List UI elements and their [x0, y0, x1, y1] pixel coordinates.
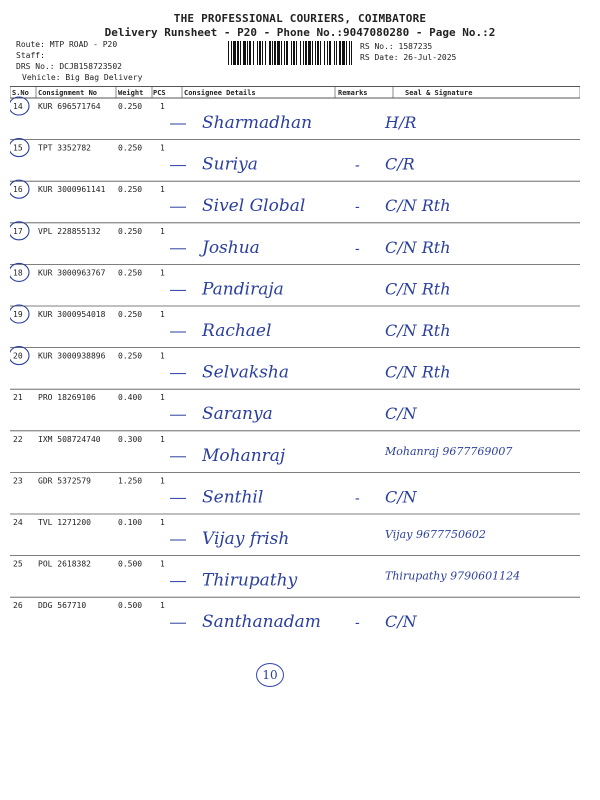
row-weight: 0.250	[118, 268, 143, 278]
barcode-bar	[342, 41, 345, 65]
barcode-bar	[233, 41, 236, 65]
barcode-bar	[351, 41, 352, 65]
row-weight: 0.250	[118, 143, 143, 153]
column-header: Consignment No	[38, 89, 98, 97]
staff-label: Staff:	[16, 51, 45, 60]
barcode-bar	[327, 41, 328, 65]
consignee-signature: Sharmadhan	[202, 113, 313, 133]
barcode-bar	[293, 41, 295, 65]
row-weight: 0.250	[118, 102, 143, 111]
rs-number: RS No.: 1587235	[360, 42, 433, 51]
barcode-bar	[265, 41, 266, 65]
barcode-bar	[269, 41, 271, 65]
row-serial-number: 18	[13, 268, 23, 278]
column-header: Weight	[118, 89, 144, 97]
consignment-number: KUR 3000961141	[38, 185, 106, 195]
seal-signature: C/N	[385, 612, 417, 632]
barcode-bar	[259, 41, 261, 65]
remark-mark: -	[355, 240, 360, 257]
barcode-bar	[237, 41, 239, 65]
column-header: Remarks	[338, 89, 368, 97]
consignment-number: TPT 3352782	[38, 143, 91, 153]
consignee-signature: Senthil	[202, 487, 264, 508]
row-weight: 0.250	[118, 226, 143, 236]
row-serial-number: 19	[13, 310, 23, 319]
barcode-bar	[349, 41, 350, 65]
runsheet-table	[10, 86, 580, 634]
consignment-number: TVL 1271200	[38, 518, 91, 527]
barcode-bar	[336, 41, 337, 65]
barcode-bar	[291, 41, 292, 65]
seal-signature: Mohanraj 9677769007	[385, 444, 513, 458]
seal-signature: C/N Rth	[385, 362, 451, 382]
barcode-bar	[247, 41, 248, 65]
barcode-bar	[231, 41, 232, 65]
barcode-bar	[308, 41, 311, 65]
consignment-number: KUR 3000963767	[38, 268, 106, 278]
barcode-bar	[228, 41, 229, 65]
row-pieces: 1	[160, 310, 165, 319]
barcode-bar	[305, 41, 307, 65]
barcode-bar	[329, 41, 331, 65]
consignment-number: KUR 696571764	[38, 102, 101, 111]
barcode-bar	[277, 41, 280, 65]
row-pieces: 1	[160, 434, 165, 444]
seal-signature: Thirupathy 9790601124	[385, 569, 521, 583]
barcode-bar	[257, 41, 258, 65]
barcode-bar	[315, 41, 316, 65]
consignee-signature: Sivel Global	[202, 196, 306, 217]
rs-date: RS Date: 26-Jul-2025	[360, 53, 457, 62]
row-weight: 0.100	[118, 518, 143, 527]
barcode-bar	[243, 41, 246, 65]
row-weight: 0.300	[118, 434, 143, 444]
barcode-bar	[240, 41, 241, 65]
barcode-bar	[284, 41, 285, 65]
vehicle-label: Vehicle: Big Bag Delivery	[22, 73, 143, 82]
row-weight: 0.250	[118, 185, 143, 195]
company-title: THE PROFESSIONAL COURIERS, COIMBATORE	[173, 12, 427, 25]
row-pieces: 1	[160, 518, 165, 527]
consignee-signature: Selvaksha	[202, 362, 289, 383]
barcode-bar	[324, 41, 325, 65]
row-weight: 0.400	[118, 393, 143, 403]
page-number-mark	[256, 663, 284, 687]
barcode-image	[228, 41, 352, 65]
barcode-bar	[286, 41, 288, 65]
consignee-signature: Pandiraja	[202, 279, 284, 300]
seal-signature: C/N Rth	[385, 237, 451, 257]
consignee-signature: Santhanadam	[202, 612, 321, 633]
consignee-signature: Saranya	[202, 404, 273, 425]
row-pieces: 1	[160, 393, 165, 403]
remark-mark: -	[355, 157, 360, 174]
row-pieces: 1	[160, 351, 165, 361]
row-serial-number: 24	[13, 518, 23, 527]
route-label: Route: MTP ROAD - P20	[16, 40, 118, 49]
barcode-bar	[300, 41, 301, 65]
row-serial-number: 20	[13, 351, 23, 361]
barcode-bar	[253, 41, 254, 65]
barcode-bar	[334, 41, 335, 65]
remark-mark: -	[355, 615, 360, 632]
barcode-bar	[281, 41, 282, 65]
barcode-bar	[317, 41, 319, 65]
row-pieces: 1	[160, 476, 165, 486]
consignment-number: VPL 228855132	[38, 226, 101, 236]
seal-signature: C/N	[385, 404, 417, 424]
row-serial-number: 25	[13, 559, 23, 569]
seal-signature: H/R	[385, 113, 417, 132]
barcode-bar	[274, 41, 276, 65]
consignee-signature: Joshua	[202, 237, 260, 258]
row-pieces: 1	[160, 102, 165, 111]
barcode-bar	[339, 41, 341, 65]
consignment-number: KUR 3000938896	[38, 351, 106, 361]
row-weight: 0.250	[118, 310, 143, 319]
consignment-number: IXM 508724740	[38, 434, 101, 444]
consignment-number: POL 2618382	[38, 559, 91, 569]
remark-mark: -	[355, 199, 360, 216]
seal-signature: Vijay 9677750602	[385, 528, 486, 541]
consignment-number: PRO 18269106	[38, 393, 96, 403]
row-weight: 0.500	[118, 559, 143, 569]
column-header: Consignee Details	[184, 89, 256, 97]
row-pieces: 1	[160, 226, 165, 236]
consignee-signature: Mohanraj	[202, 445, 286, 466]
consignee-signature: Rachael	[202, 321, 272, 341]
seal-signature: C/N Rth	[385, 196, 451, 216]
row-serial-number: 26	[13, 601, 23, 611]
consignment-number: DDG 567710	[38, 601, 87, 611]
barcode-bar	[312, 41, 313, 65]
row-pieces: 1	[160, 601, 165, 611]
row-serial-number: 21	[13, 393, 23, 403]
row-serial-number: 22	[13, 434, 23, 444]
row-weight: 0.500	[118, 601, 143, 611]
column-header: PCS	[153, 89, 166, 97]
barcode-bar	[249, 41, 251, 65]
barcode-bar	[320, 41, 321, 65]
seal-signature: C/N Rth	[385, 279, 451, 299]
column-header: S.No	[12, 89, 29, 97]
column-header: Seal & Signature	[405, 89, 473, 97]
row-serial-number: 14	[13, 102, 23, 111]
row-pieces: 1	[160, 185, 165, 195]
consignee-signature: Suriya	[202, 154, 258, 175]
seal-signature: C/N	[385, 487, 417, 507]
row-pieces: 1	[160, 559, 165, 569]
consignee-signature: Thirupathy	[202, 570, 298, 591]
seal-signature: C/R	[385, 154, 415, 174]
drs-number: DRS No.: DCJB158723502	[16, 62, 122, 71]
row-serial-number: 15	[13, 143, 23, 153]
row-weight: 1.250	[118, 476, 143, 486]
row-weight: 0.250	[118, 351, 143, 361]
page-number-mark-text: 10	[262, 668, 278, 682]
remark-mark: -	[355, 490, 360, 507]
barcode-bar	[272, 41, 273, 65]
barcode-bar	[296, 41, 297, 65]
seal-signature: C/N Rth	[385, 321, 451, 340]
consignment-number: GDR 5372579	[38, 476, 91, 486]
row-pieces: 1	[160, 268, 165, 278]
barcode-bar	[262, 41, 263, 65]
row-serial-number: 17	[13, 226, 23, 236]
barcode-bar	[303, 41, 304, 65]
consignment-number: KUR 3000954018	[38, 310, 106, 319]
consignee-signature: Vijay frish	[202, 529, 290, 549]
row-pieces: 1	[160, 143, 165, 153]
runsheet-subtitle: Delivery Runsheet - P20 - Phone No.:9047080280 - Page No.:2	[104, 26, 496, 39]
row-serial-number: 23	[13, 476, 23, 486]
row-serial-number: 16	[13, 185, 23, 195]
barcode-bar	[346, 41, 347, 65]
